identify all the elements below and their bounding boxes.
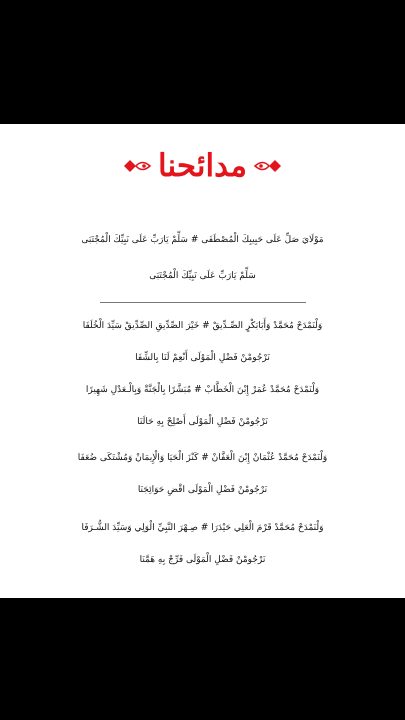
diamond-flourish-icon (122, 158, 152, 174)
verse-refrain: نَرْجُومْنْ فَضْلِ الْمَوْلَى فَرِّجْ بِهِ هَمَّنَا (139, 555, 266, 565)
title-block (0, 144, 405, 188)
verse-line: وَلْنَمْدَحْ مُحَمَّدْ قَرْمَ الْعَلِي حَيْدَرَا # صِـهْرَ النَّبِيِّ الْوَلِي وَسَيِّدَ الشُّـرَفَا (81, 523, 324, 533)
document-page (0, 124, 405, 598)
verse-refrain: نَرْجُومْنْ فَضْلِ الْمَوْلَى اقْضِ حَوَائِجَنَا (137, 485, 268, 495)
invocation-line-1: مَوْلَايَ صَلِّ عَلَى حَبِيبِكَ الْمُصْطَفَى # سَلِّمْ يَارَبِّ عَلَى نَبِيِّكَ الْمُجْتَبَى (81, 235, 324, 245)
invocation-line-2: سَلِّمْ يَارَبِّ عَلَى نَبِيِّكَ الْمُجْتَبَى (149, 271, 256, 281)
verse-line: وَلْنَمْدَحْ مُحَمَّدْ عُثْمَانْ إِبْنَ الْعَفَّانْ # كَنْزَ الْحَيَا وَالْإِيمَانْ وَمُشْتَكَى ضُعَفَا (77, 453, 328, 463)
verse-line: وَلْنَمْدَحْ مُحَمَّدْ وَأَبَابَكْرٍ الصِّـدِّيقْ # خَيْرَ الصِّدِّيقِ الصِّدِّيقْ سَيِّدَ الْخُلَفَا (82, 321, 323, 331)
verse-line: وَلْنَمْدَحْ مُحَمَّدْ عُمَرْ إِبْنَ الْخَطَّابْ # مُبَشَّرًا بِالْجَنَّةْ وَبِالْـعَدْلِ شَهِيرًا (85, 385, 320, 395)
diamond-flourish-icon (253, 158, 283, 174)
verse-refrain: نَرْجُومْنْ فَضْلِ الْمَوْلَى أَصْلِحْ بِهِ حَالَنَا (137, 417, 268, 427)
divider (100, 302, 306, 303)
verse-refrain: نَرْجُومْنْ فَضْلِ الْمَوْلَى أَنْعِمْ لَنَا بِالشِّفَا (135, 353, 270, 363)
page-title: مدائحنا (158, 148, 247, 184)
